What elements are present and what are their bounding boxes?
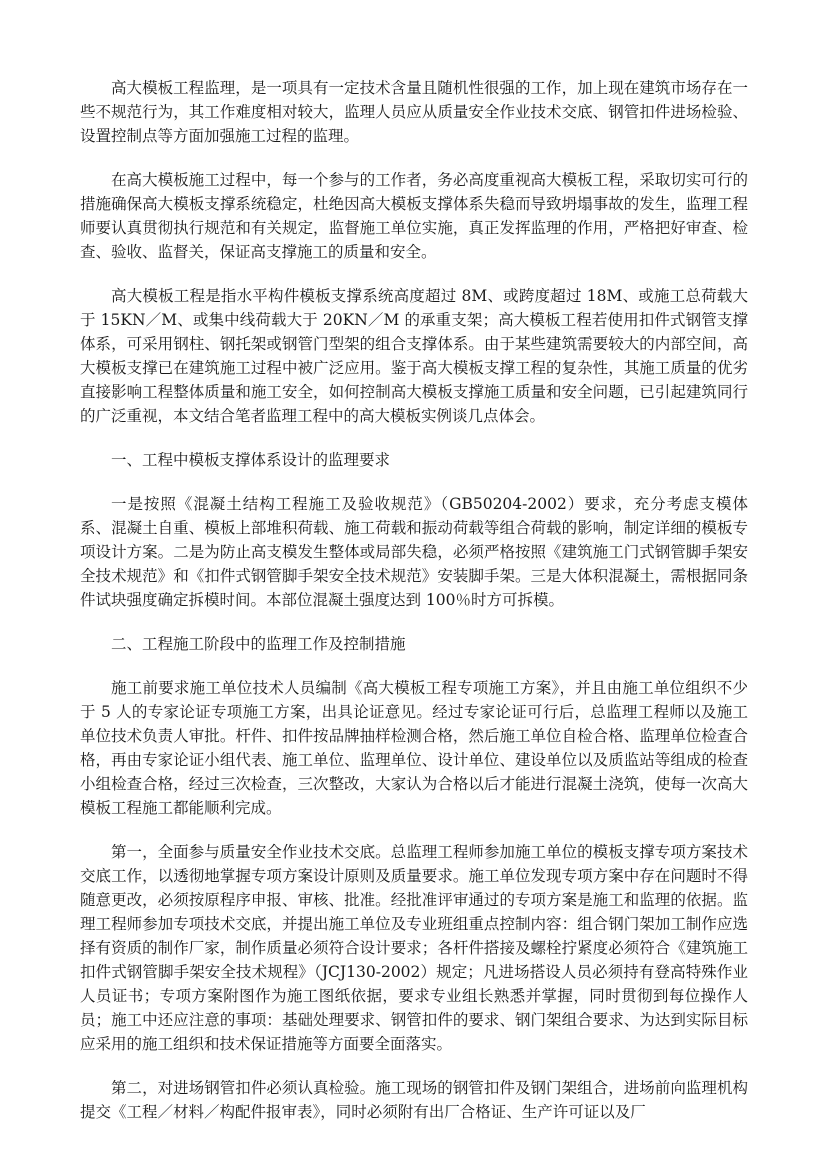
section-2-paragraph-2: 第一，全面参与质量安全作业技术交底。总监理工程师参加施工单位的模板支撑专项方案技术交底工作，以透彻地掌握专项方案设计原则及质量要求。施工单位发现专项方案中存在问题时不得随意更改，必须按原程序申报、审核、批准。经批准评审通过的专项方案是施工和监理的依据。监理工程师参加专项技术交底，并提出施工单位及专业班组重点控制内容：组合钢门架加工制作应选择有资质的制作厂家，制作质量必须符合设计要求；各杆件搭接及螺栓拧紧度必须符合《建筑施工扣件式钢管脚手架安全技术规程》（JCJ130-2002）规定；凡进场搭设人员必须持有登高特殊作业人员证书；专项方案附图作为施工图纸依据，要求专业组长熟悉并掌握，同时贯彻到每位操作人员；施工中还应注意的事项：基础处理要求、钢管扣件的要求、钢门架组合要求、为达到实际目标应采用的施工组织和技术保证措施等方面要全面落实。 (80, 843, 748, 1053)
section-heading-2: 二、工程施工阶段中的监理工作及控制措施 (111, 635, 406, 653)
section-2-paragraph-3: 第二，对进场钢管扣件必须认真检验。施工现场的钢管扣件及钢门架组合，进场前向监理机构提交《工程／材料／构配件报审表》，同时必须附有出厂合格证、生产许可证以及厂 (80, 1079, 748, 1121)
intro-paragraph-3: 高大模板工程是指水平构件模板支撑系统高度超过 8M、或跨度超过 18M、或施工总荷载大于 15KN／M、或集中线荷载大于 20KN／M 的承重支架；高大模板工程若使用扣件式钢管支撑体系，可采用钢柱、钢托架或钢管门型架的组合支撑体系。由于某些建筑需要较大的内部空间，高大模板支撑已在建筑施工过程中被广泛应用。鉴于高大模板支撑工程的复杂性，其施工质量的优劣直接影响工程整体质量和施工安全，如何控制高大模板支撑施工质量和安全问题，已引起建筑同行的广泛重视，本文结合笔者监理工程中的高大模板实例谈几点体会。 (80, 287, 748, 425)
section-2-paragraph-1: 施工前要求施工单位技术人员编制《高大模板工程专项施工方案》，并且由施工单位组织不少于 5 人的专家论证专项施工方案，出具论证意见。经过专家论证可行后，总监理工程师以及施工单位技术负责人审批。杆件、扣件按品牌抽样检测合格，然后施工单位自检合格、监理单位检查合格，再由专家论证小组代表、施工单位、监理单位、设计单位、建设单位以及质监站等组成的检查小组检查合格，经过三次检查，三次整改，大家认为合格以后才能进行混凝土浇筑，使每一次高大模板工程施工都能顺利完成。 (80, 679, 748, 817)
document-page (80, 76, 748, 1144)
intro-paragraph-2: 在高大模板施工过程中，每一个参与的工作者，务必高度重视高大模板工程，采取切实可行的措施确保高大模板支撑系统稳定，杜绝因高大模板支撑体系失稳而导致坍塌事故的发生，监理工程师要认真贯彻执行规范和有关规定，监督施工单位实施，真正发挥监理的作用，严格把好审查、检查、验收、监督关，保证高支撑施工的质量和安全。 (80, 171, 748, 261)
section-heading-1: 一、工程中模板支撑体系设计的监理要求 (111, 451, 391, 469)
intro-paragraph-1: 高大模板工程监理，是一项具有一定技术含量且随机性很强的工作，加上现在建筑市场存在一些不规范行为，其工作难度相对较大，监理人员应从质量安全作业技术交底、钢管扣件进场检验、设置控制点等方面加强施工过程的监理。 (80, 79, 748, 145)
section-1-paragraph: 一是按照《混凝土结构工程施工及验收规范》（GB50204-2002）要求，充分考虑支模体系、混凝土自重、模板上部堆积荷载、施工荷载和振动荷载等组合荷载的影响，制定详细的模板专项设计方案。二是为防止高支模发生整体或局部失稳，必须严格按照《建筑施工门式钢管脚手架安全技术规范》和《扣件式钢管脚手架安全技术规范》安装脚手架。三是大体积混凝土，需根据同条件试块强度确定拆模时间。本部位混凝土强度达到 100％时方可拆模。 (80, 495, 748, 609)
